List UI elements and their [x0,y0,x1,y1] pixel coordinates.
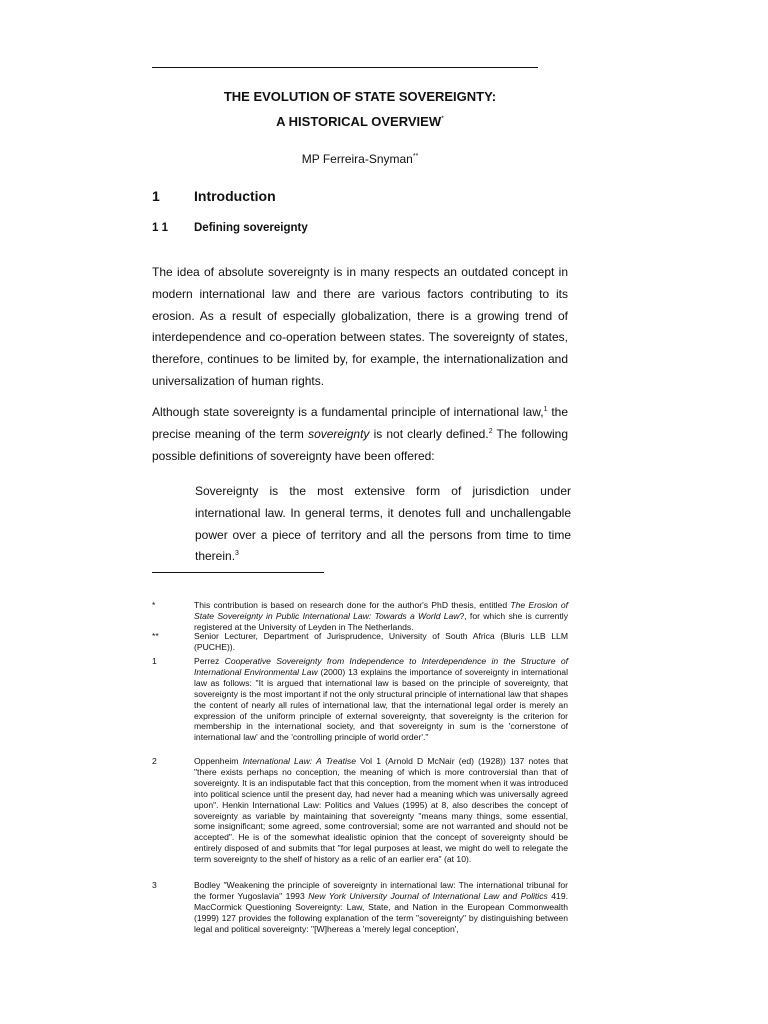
paragraph-2-part-d: The following possible definitions of sovereignty have been offered: [152,426,569,463]
footnote-mark: * [152,600,156,610]
footnote-italic: New York University Journal of International Law and Politics [308,890,548,901]
footnote-ref-3: 3 [235,550,239,558]
footnote-ref-2: 2 [488,427,493,435]
paragraph-2 [152,402,568,467]
top-rule [152,67,538,68]
footnote-body [194,756,568,865]
title-footnote-mark: * [441,115,444,123]
footnote-text: Senior Lecturer, Department of Jurisprudence, University of South Africa (Bluris LLB LLM (PUCHE)). [194,631,568,652]
footnote-3 [152,880,568,935]
author-line [152,152,568,166]
footnote-body [194,880,568,935]
footnote-italic: Cooperative Sovereignty from Independence to Interdependence in the Structure of International Environmental Law [194,656,568,677]
footnote-text: (2000) 13 explains the importance of sovereignty in international law as follows: "It is argued that international law is based on the principle of sovereignty, that sovereignty is the most important if not the only structural principle of international law that shapes the content of nearly all rules of international law, that the international legal order is merely an expression of the uniform principle of external sovereignty, that sovereignty is the criterion for membership in the international society, and that sovereignty in sum is the 'cornerstone of international law' and the 'controlling principle of world order'." [194,666,569,743]
paragraph-2-part-a: Although state sovereignty is a fundamental principle of international law, [152,405,544,419]
subsection-heading [152,222,308,234]
footnote-text: This contribution is based on research done for the author's PhD thesis, entitled [194,600,511,610]
section-heading [152,188,276,204]
block-quote [195,481,571,568]
footnote-double-star [152,631,568,653]
subsection-title: Defining sovereignty [194,222,308,234]
footnote-text: Perrez [194,656,225,666]
title-line-2 [152,114,568,129]
footnote-text: 419. MacCormick Questioning Sovereignty: Law, State, and Nation in the European Commonwealth (1999) 127 provides the following explanation of the term "sovereignty" by distinguishing between legal and political sovereignty: "[W]hereas a 'merely legal conception', [194,890,568,934]
footnote-text: Vol 1 (Arnold D McNair (ed) (1928)) 137 notes that "there exists perhaps no conception, the meaning of which is more controversial than that of sovereignty. It is an indisputable fact that this conception, from the moment when it was introduced into political science until the present day, had never had a meaning which was universally agreed upon". Henkin International Law: Politics and Values (1995) at 8, also describes the concept of sovereignty as variable by maintaining that sovereignty "means many things, some essential, some insignificant; some agreed, some controversial; some are not warranted and should not be accepted". He is of the somewhat idealistic opinion that the concept of sovereignty should be entirely disposed of and submits that "for legal purposes at least, we might do well to relegate the term sovereignty to the shelf of history as a relic of an earlier era" (at 10). [194,756,568,865]
footnote-separator [152,572,324,573]
footnote-text: Bodley "Weakening the principle of sovereignty in international law: The international tribunal for the former Yugoslavia" 1993 [194,880,568,901]
footnote-mark: ** [152,631,159,641]
paragraph-1: The idea of absolute sovereignty is in many respects an outdated concept in modern international law and there are various factors contributing to its erosion. As a result of especially globalization, there is a growing trend of interdependence and co-operation between states. The sovereignty of states, therefore, continues to be limited by, for example, the internationalization and universalization of human rights. [152,265,568,388]
footnote-body [194,656,568,743]
footnote-body [194,631,568,653]
title-line-1: THE EVOLUTION OF STATE SOVEREIGNTY: [223,89,497,104]
footnote-2 [152,756,568,865]
section-title: Introduction [194,188,276,204]
title-text: A HISTORICAL OVERVIEW [276,114,442,129]
footnote-text: Oppenheim [194,756,243,766]
footnote-italic: The Erosion of State Sovereignty in Public International Law: Towards a World Law [194,600,568,621]
author-name: MP Ferreira-Snyman [301,152,413,166]
footnote-italic: International Law: A Treatise [242,756,356,766]
footnote-mark: 1 [152,656,157,666]
block-quote-text: Sovereignty is the most extensive form of jurisdiction under international law. In general terms, it denotes full and unchallengable power over a piece of territory and all the persons from time to time therein. [195,484,571,564]
paragraph-2-part-b: the precise meaning of the term [152,405,569,441]
paragraph-2-italic: sovereignty [308,426,370,441]
paragraph-2-part-c: is not clearly defined. [369,426,489,441]
section-number: 1 [152,188,160,204]
footnote-body [194,600,568,633]
footnote-1 [152,656,568,743]
footnote-text: ?, for which she is currently registered at the University of Leyden in The Netherlands. [194,610,568,632]
footnote-star [152,600,568,633]
footnote-ref-1: 1 [543,406,548,413]
footnote-mark: 2 [152,756,157,766]
footnote-mark: 3 [152,880,157,890]
author-footnote-mark: ** [412,153,419,160]
subsection-number: 1 1 [152,222,168,234]
